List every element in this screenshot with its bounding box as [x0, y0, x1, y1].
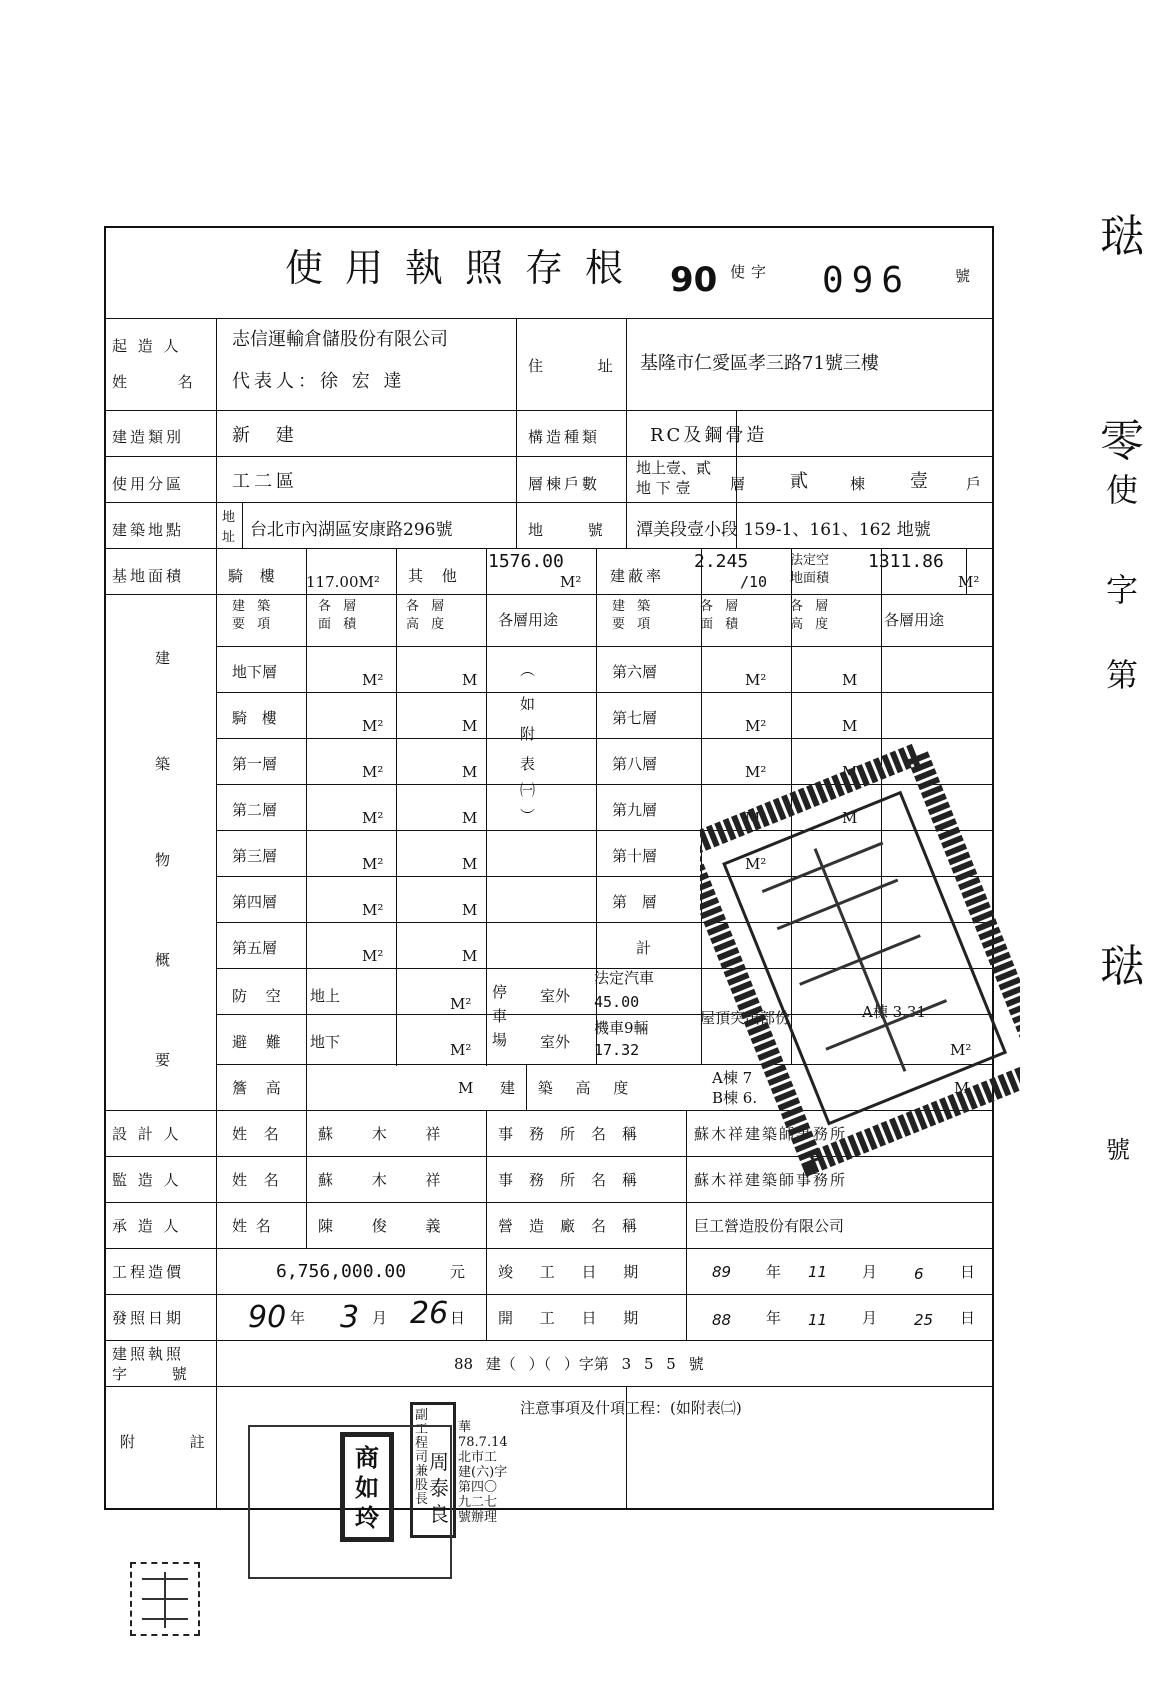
outdoor-label: 室外	[540, 987, 571, 1005]
hdr-area-1: 各 層	[318, 599, 361, 614]
completion-label: 竣 工 日 期	[498, 1263, 639, 1281]
side-char: 字	[1106, 571, 1139, 609]
notes-label: 附 註	[120, 1433, 205, 1451]
other-value: 1576.00	[488, 551, 564, 572]
hdr-height-2: 高 度	[406, 617, 449, 632]
build-type-label: 建造類別	[112, 428, 185, 446]
hdr-area-2-right: 面 積	[700, 617, 743, 632]
permit-year: 90	[670, 260, 718, 300]
contractor-name: 陳 俊 義	[318, 1217, 441, 1235]
use-note-char: ㈠	[520, 781, 536, 799]
open-space-label-2: 地面積	[790, 571, 830, 586]
official-seal-stamp	[700, 730, 1020, 1190]
use-note-char: 表	[520, 755, 536, 773]
zoning-label: 使用分區	[112, 475, 185, 493]
review-stamp	[248, 1425, 452, 1579]
open-space-value: 1311.86	[868, 551, 944, 572]
approver-title: 副工程司兼股長	[415, 1408, 429, 1507]
unit-m2: M²	[362, 947, 384, 965]
scooter-area: 17.32	[594, 1041, 640, 1059]
hdr-item-1-right: 建 築	[612, 599, 655, 614]
supervisor-office: 蘇木祥建築師事務所	[694, 1171, 848, 1189]
use-note-char: ︵	[520, 661, 536, 679]
side-label-char: 建	[155, 649, 171, 667]
address-label: 住 址	[528, 357, 613, 375]
day-char: 日	[960, 1309, 976, 1327]
unit-m2: M²	[450, 1041, 472, 1059]
floor-label: 第四層	[232, 893, 278, 911]
floor-label: 第一層	[232, 755, 278, 773]
month-char: 月	[372, 1309, 388, 1327]
year-char: 年	[766, 1309, 782, 1327]
side-char: 使	[1106, 471, 1139, 509]
completion-day: 6	[914, 1265, 924, 1283]
unit-m2: M²	[362, 717, 384, 735]
applicant-name-label: 姓 名	[112, 373, 196, 391]
hdr-item-2: 要 項	[232, 617, 275, 632]
floors-above: 地上壹、貳	[636, 459, 712, 477]
side-label-char: 概	[155, 951, 171, 969]
permit-number-suffix: 號	[955, 267, 971, 285]
zoning-value: 工二區	[232, 471, 298, 492]
supervisor-office-label: 事務所名稱	[498, 1171, 654, 1189]
unit-m2: M²	[745, 855, 767, 873]
lot-number: 潭美段壹小段 159-1、161、162 地號	[636, 520, 931, 540]
unit-m: M	[462, 947, 478, 965]
unit-m2: M²	[745, 717, 767, 735]
floor-label: 第十層	[612, 847, 658, 865]
unit-m: M	[462, 809, 478, 827]
floor-label: 地下層	[232, 663, 278, 681]
unit-m: M	[842, 671, 858, 689]
year-char: 年	[290, 1309, 306, 1327]
hdr-area-1-right: 各 層	[700, 599, 743, 614]
contractor-office-label: 營造廠名稱	[498, 1217, 654, 1235]
completion-year: 89	[712, 1263, 732, 1281]
designer-label: 設 計 人	[112, 1125, 182, 1143]
floor-label: 第六層	[612, 663, 658, 681]
hdr-height-1-right: 各 層	[790, 599, 833, 614]
side-char: 號	[1106, 1136, 1130, 1164]
hdr-use-right: 各層用途	[884, 611, 945, 629]
open-space-unit: M²	[958, 573, 980, 591]
use-note-char: 如	[520, 695, 536, 713]
roof-value: A棟 3.31	[862, 1003, 926, 1021]
unit-m2: M²	[362, 901, 384, 919]
approver-name: 周泰良	[429, 1450, 449, 1526]
contractor-name-label: 姓 名	[232, 1217, 271, 1235]
supervisor-name: 蘇 木 祥	[318, 1171, 441, 1189]
hdr-height-1: 各 層	[406, 599, 449, 614]
start-month: 11	[808, 1311, 828, 1329]
permit-no-value: 88 建（ ）（ ）字第 3 5 5 號	[454, 1355, 704, 1373]
floor-total-label: 計	[636, 939, 652, 957]
hdr-use: 各層用途	[498, 611, 559, 629]
building-height-label: 建 築 高 度	[500, 1079, 629, 1097]
floor-label: 第八層	[612, 755, 658, 773]
applicant-company: 志信運輸倉儲股份有限公司	[232, 329, 448, 350]
unit-m: M	[842, 809, 858, 827]
small-seal-stamp	[130, 1562, 200, 1636]
arcade-label: 騎 樓	[228, 567, 275, 585]
floor-label: 第 層	[612, 893, 657, 911]
eave-height-label: 簷 高	[232, 1079, 281, 1097]
floor-label: 第九層	[612, 801, 658, 819]
supervisor-name-label: 姓 名	[232, 1171, 279, 1189]
floor-unit: 層	[730, 475, 746, 493]
start-date-label: 開 工 日 期	[498, 1309, 639, 1327]
other-label: 其 他	[408, 567, 457, 585]
designer-name-label: 姓 名	[232, 1125, 279, 1143]
height-a: A棟 7	[712, 1069, 753, 1087]
arcade-value: 117.00M²	[306, 573, 380, 591]
day-char: 日	[450, 1309, 466, 1327]
notes-text: 注意事項及什項工程：(如附表㈡)	[520, 1399, 742, 1417]
designer-name: 蘇 木 祥	[318, 1125, 441, 1143]
site-address: 台北市內湖區安康路296號	[250, 520, 453, 540]
structure-value: RC及鋼骨造	[650, 425, 768, 446]
legal-car-label: 法定汽車	[594, 969, 655, 987]
unit-m2: M²	[362, 809, 384, 827]
legal-car-area: 45.00	[594, 993, 640, 1011]
start-year: 88	[712, 1311, 732, 1329]
hdr-area-2: 面 積	[318, 617, 361, 632]
side-label-char: 築	[155, 755, 171, 773]
structure-label: 構造種類	[528, 428, 601, 446]
address-sub-label: 地址	[222, 510, 236, 545]
scooter-label: 機車9輛	[594, 1019, 649, 1037]
shelter-label-1: 防 空	[232, 987, 281, 1005]
unit-m2: M²	[745, 671, 767, 689]
location-label: 建築地點	[112, 521, 185, 539]
unit-m: M	[842, 763, 858, 781]
shelter-below: 地下	[310, 1033, 341, 1051]
hdr-height-2-right: 高 度	[790, 617, 833, 632]
applicant-representative: 代表人：徐 宏 達	[232, 371, 406, 392]
unit-m: M	[462, 763, 478, 781]
permit-number: 096	[822, 260, 912, 301]
unit-m2: M²	[450, 995, 472, 1013]
coverage-denom: /10	[740, 573, 768, 591]
unit-m: M	[842, 717, 858, 735]
month-char: 月	[862, 1309, 878, 1327]
contractor-office: 巨工營造股份有限公司	[694, 1217, 845, 1235]
side-char: 琺	[1100, 211, 1144, 262]
floor-label: 第三層	[232, 847, 278, 865]
site-area-label: 基地面積	[112, 567, 185, 585]
coverage-label: 建蔽率	[610, 567, 665, 585]
permit-no-label-2: 字 號	[112, 1365, 187, 1383]
page-title: 使用執照存根	[285, 246, 646, 290]
unit-m2: M²	[745, 809, 767, 827]
side-label-char: 要	[155, 1051, 171, 1069]
unit-m: M	[462, 855, 478, 873]
designer-office: 蘇木祥建築師事務所	[694, 1125, 848, 1143]
side-label-char: 物	[155, 851, 171, 869]
building-count: 貳	[790, 471, 808, 492]
applicant-label: 起 造 人	[112, 337, 182, 355]
unit-count: 壹	[910, 471, 928, 492]
use-note-char: 附	[520, 725, 536, 743]
day-char: 日	[960, 1263, 976, 1281]
designer-office-label: 事務所名稱	[498, 1125, 654, 1143]
lot-label: 地 號	[528, 521, 603, 539]
issue-year: 90	[248, 1300, 287, 1335]
permit-type-char: 使字	[730, 263, 773, 281]
floors-count-label: 層棟戶數	[528, 475, 601, 493]
roof-label: 屋頂突出部份	[700, 1009, 791, 1027]
outdoor-label: 室外	[540, 1033, 571, 1051]
floors-below: 地 下 壹	[636, 479, 691, 497]
unit-m2: M²	[362, 855, 384, 873]
unit-m2: M²	[362, 671, 384, 689]
height-b: B棟 6.	[712, 1089, 758, 1107]
unit-m2: M²	[745, 763, 767, 781]
side-char: 第	[1106, 656, 1139, 694]
unit-m: M	[462, 717, 478, 735]
build-type-value: 新 建	[232, 425, 304, 446]
shelter-above: 地上	[310, 987, 341, 1005]
permit-no-label-1: 建照執照	[112, 1345, 185, 1363]
issue-month: 3	[340, 1300, 360, 1335]
side-char: 琺	[1100, 941, 1144, 992]
shelter-label-2: 避 難	[232, 1033, 281, 1051]
cost-unit: 元	[450, 1263, 466, 1281]
side-margin-chars	[1100, 190, 1152, 1190]
doc-number-stamp: 華78.7.14北市工建(六)字第四〇九二七號辦理	[458, 1420, 508, 1525]
supervisor-label: 監 造 人	[112, 1171, 182, 1189]
unit-m: M	[462, 671, 478, 689]
coverage-value: 2.245	[694, 551, 749, 572]
unit-m2: M²	[950, 1041, 972, 1059]
contractor-label: 承 造 人	[112, 1217, 182, 1235]
floor-label: 第七層	[612, 709, 658, 727]
month-char: 月	[862, 1263, 878, 1281]
start-day: 25	[914, 1311, 934, 1329]
unit-m: M	[954, 1079, 970, 1097]
hdr-item-1: 建 築	[232, 599, 275, 614]
completion-month: 11	[808, 1263, 828, 1281]
unit-m: M	[462, 901, 478, 919]
cost-label: 工程造價	[112, 1263, 185, 1281]
unit-m2: M²	[362, 763, 384, 781]
hdr-item-2-right: 要 項	[612, 617, 655, 632]
other-unit: M²	[560, 573, 582, 591]
issue-date-label: 發照日期	[112, 1309, 185, 1327]
clerk-name: 商如玲	[355, 1443, 379, 1532]
cost-value: 6,756,000.00	[276, 1261, 407, 1282]
parking-label: 停車場	[492, 983, 508, 1049]
floor-label: 第五層	[232, 939, 278, 957]
issue-day: 26	[410, 1296, 449, 1331]
applicant-address: 基隆市仁愛區孝三路71號三樓	[640, 353, 879, 374]
floor-label: 第二層	[232, 801, 278, 819]
open-space-label-1: 法定空	[790, 553, 830, 568]
use-note-char: ︶	[520, 807, 536, 825]
side-char: 零	[1100, 416, 1144, 467]
floor-label: 騎 樓	[232, 709, 277, 727]
unit-unit: 戶	[966, 475, 982, 493]
building-unit: 棟	[850, 475, 866, 493]
unit-m: M	[458, 1079, 474, 1097]
year-char: 年	[766, 1263, 782, 1281]
